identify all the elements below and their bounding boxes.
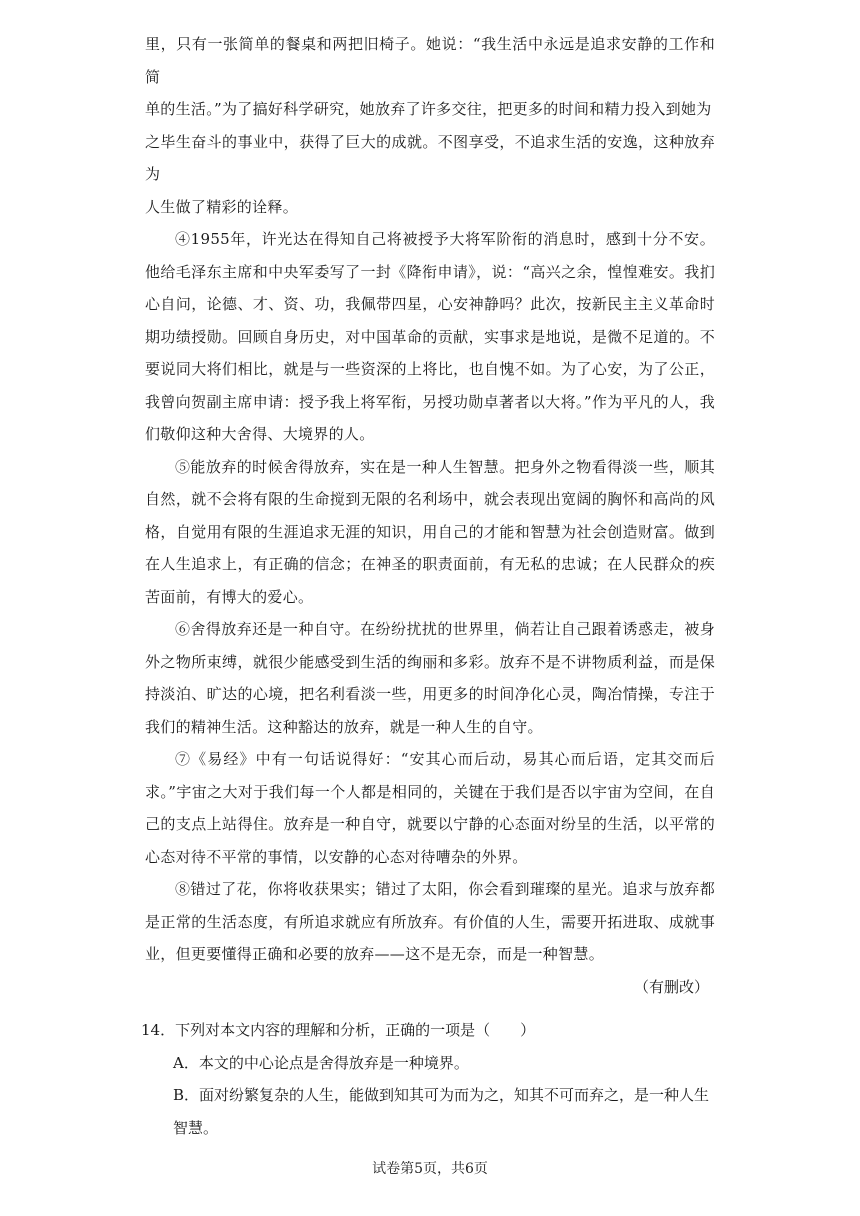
paragraph-5: ⑤能放弃的时候舍得放弃，实在是一种人生智慧。把身外之物看得淡一些，顺其自然，就不会将有限的生命搅到无限的名利场中，就会表现出宽阔的胸怀和高尚的风格，自觉用有限的生涯追求无涯的知识，用自己的才能和智慧为社会创造财富。做到在人生追求上，有正确的信念；在神圣的职责面前，有无私的忠诚；在人民群众的疾苦面前，有博大的爱心。 <box>145 457 715 606</box>
paragraph-intro-line: 里，只有一张简单的餐桌和两把旧椅子。她说：“我生活中永远是追求安静的工作和简 <box>145 35 715 86</box>
paragraph-intro-line: 单的生活。”为了搞好科学研究，她放弃了许多交往，把更多的时间和精力投入到她为 <box>145 100 712 118</box>
paragraph-4: ④1955年，许光达在得知自己将被授予大将军阶衔的消息时，感到十分不安。他给毛泽东主席和中央军委写了一封《降衔申请》，说：“高兴之余，惶惶难安。我扪心自问，论德、才、资、功，我佩带四星，心安神静吗？此次，按新民主主义革命时期功绩授勋。回顾自身历史，对中国革命的贡献，实事求是地说，是微不足道的。不要说同大将们相比，就是与一些资深的上将比，也自愧不如。为了心安，为了公正，我曾向贺副主席申请：授予我上将军衔，另授功勋卓著者以大将。”作为平凡的人，我们敬仰这种大舍得、大境界的人。 <box>145 230 715 443</box>
question-14 <box>141 1014 720 1144</box>
page-footer: 试卷第5页，共6页 <box>372 1161 488 1177</box>
paragraph-7: ⑦《易经》中有一句话说得好：“安其心而后动，易其心而后语，定其交而后求。”宇宙之大对于我们每一个人都是相同的，关键在于我们是否以宇宙为空间，在自己的支点上站得住。放弃是一种自守，就要以宁静的心态面对纷呈的生活，以平常的心态对待不平常的事情，以安静的心态对待嘈杂的外界。 <box>145 750 715 866</box>
paragraph-intro <box>145 28 715 223</box>
paragraph-intro-line: 人生做了精彩的诠释。 <box>145 197 299 216</box>
reading-passage <box>145 28 715 1003</box>
paragraph-6: ⑥舍得放弃还是一种自守。在纷纷扰扰的世界里，倘若让自己跟着诱惑走，被身外之物所束缚，就很少能感受到生活的绚丽和多彩。放弃不是不讲物质利益，而是保持淡泊、旷达的心境，把名利看淡一些，用更多的时间净化心灵，陶冶情操，专注于我们的精神生活。这种豁达的放弃，就是一种人生的自守。 <box>145 620 715 736</box>
source-note: （有删改） <box>633 977 709 996</box>
option-a[interactable]: A．本文的中心论点是舍得放弃是一种境界。 <box>173 1053 469 1072</box>
question-stem: 14．下列对本文内容的理解和分析，正确的一项是（ ） <box>141 1021 536 1039</box>
paragraph-intro-line: 之毕生奋斗的事业中，获得了巨大的成就。不图享受，不追求生活的安逸，这种放弃为 <box>145 132 715 183</box>
option-b-line: B．面对纷繁复杂的人生，能做到知其可为而为之，知其不可而弃之，是一种人生 <box>173 1086 710 1104</box>
paragraph-8: ⑧错过了花，你将收获果实；错过了太阳，你会看到璀璨的星光。追求与放弃都是正常的生活态度，有所追求就应有所放弃。有价值的人生，需要开拓进取、成就事业，但更要懂得正确和必要的放弃——这不是无奈，而是一种智慧。 <box>145 880 715 963</box>
option-b[interactable] <box>145 1079 720 1144</box>
option-b-line: 智慧。 <box>173 1118 219 1137</box>
